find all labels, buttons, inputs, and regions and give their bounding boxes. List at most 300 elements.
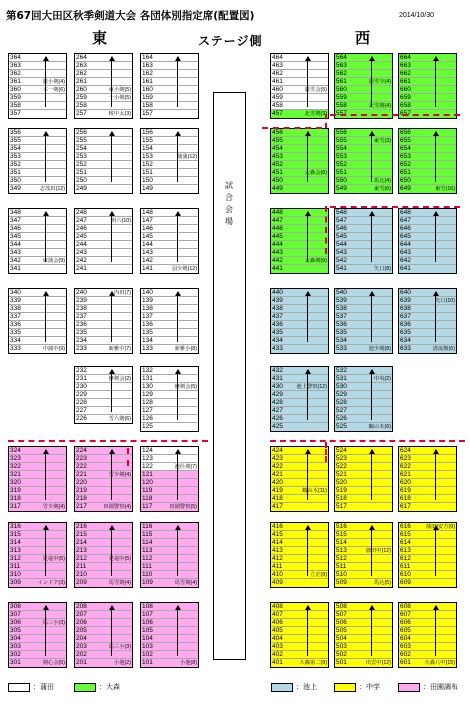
seat-row: [335, 217, 392, 225]
seat-number: 635: [400, 329, 411, 336]
seat-number: 659: [400, 94, 411, 101]
seat-number: 602: [400, 651, 411, 658]
boundary-line: [262, 127, 322, 129]
seat-block: [270, 208, 329, 274]
seat-block: [140, 128, 199, 194]
team-label: 清流館(6): [432, 346, 455, 352]
seat-block: [334, 208, 393, 274]
seat-number: 532: [336, 367, 347, 374]
seat-number: 454: [272, 145, 283, 152]
seat-row: [271, 78, 328, 86]
seat-row: [9, 447, 66, 455]
seat-number: 603: [400, 643, 411, 650]
seat-row: [335, 611, 392, 619]
seat-row: [75, 367, 132, 375]
aisle-arrow-icon: [371, 526, 372, 576]
seat-number: 213: [76, 547, 87, 554]
seat-number: 260: [76, 86, 87, 93]
seat-number: 147: [142, 217, 153, 224]
seat-number: 664: [400, 54, 411, 61]
seat-row: [399, 563, 456, 571]
seat-number: 302: [10, 651, 21, 658]
seat-row: [9, 265, 66, 273]
seat-row: [9, 289, 66, 297]
seat-row: [335, 603, 392, 611]
seat-number: 552: [336, 161, 347, 168]
seat-row: [271, 643, 328, 651]
seat-row: [271, 523, 328, 531]
seat-number: 649: [400, 185, 411, 192]
seat-number: 601: [400, 659, 411, 666]
seat-number: 360: [10, 86, 21, 93]
seat-row: [75, 305, 132, 313]
aisle-arrow-icon: [177, 370, 178, 420]
seat-row: [141, 345, 198, 353]
seat-number: 135: [142, 329, 153, 336]
seat-row: [399, 471, 456, 479]
seat-number: 420: [272, 479, 283, 486]
seat-number: 354: [10, 145, 21, 152]
seat-number: 143: [142, 249, 153, 256]
seat-number: 425: [272, 423, 283, 430]
seat-number: 363: [10, 62, 21, 69]
seat-number: 623: [400, 455, 411, 462]
seat-number: 314: [10, 539, 21, 546]
seat-number: 158: [142, 102, 153, 109]
seat-row: [141, 643, 198, 651]
seat-number: 250: [76, 177, 87, 184]
seat-block: [334, 128, 393, 194]
seat-number: 101: [142, 659, 153, 666]
seat-row: [271, 463, 328, 471]
seat-number: 333: [10, 345, 21, 352]
seat-number: 621: [400, 471, 411, 478]
seat-row: [141, 523, 198, 531]
aisle-arrow-icon: [371, 370, 372, 420]
seat-row: [271, 86, 328, 94]
seat-number: 444: [272, 241, 283, 248]
seat-row: [335, 619, 392, 627]
seat-row: [75, 209, 132, 217]
seat-row: [9, 471, 66, 479]
seat-block: [140, 288, 199, 354]
team-label: 矢口(10): [434, 297, 455, 304]
seat-row: [399, 571, 456, 579]
page-title: 第67回大田区秋季剣道大会 各団体別指定席(配置図): [6, 10, 255, 22]
team-label: 桜中太(3): [108, 111, 131, 117]
seat-number: 210: [76, 571, 87, 578]
seat-row: [335, 249, 392, 257]
seat-row: [335, 233, 392, 241]
seat-row: [271, 611, 328, 619]
seat-row: [141, 415, 198, 423]
seat-row: [75, 145, 132, 153]
seat-row: [75, 547, 132, 555]
seat-row: [75, 217, 132, 225]
seat-block: [398, 602, 457, 668]
aisle-arrow-icon: [307, 606, 308, 656]
seat-row: [75, 611, 132, 619]
legend-item: ：大森: [74, 682, 120, 692]
aisle-arrow-icon: [45, 526, 46, 576]
seat-row: [141, 611, 198, 619]
seat-row: [399, 62, 456, 70]
seat-row: [9, 635, 66, 643]
seat-row: [9, 233, 66, 241]
seat-number: 533: [336, 345, 347, 352]
seat-row: [9, 539, 66, 547]
seat-number: 226: [76, 415, 87, 422]
seat-number: 558: [336, 102, 347, 109]
seat-number: 105: [142, 627, 153, 634]
seat-number: 264: [76, 54, 87, 61]
seat-number: 130: [142, 383, 153, 390]
seat-number: 351: [10, 169, 21, 176]
seat-row: [399, 233, 456, 241]
seat-number: 102: [142, 651, 153, 658]
seat-row: [75, 487, 132, 495]
seat-row: [75, 503, 132, 511]
seat-number: 521: [336, 471, 347, 478]
seat-number: 208: [76, 603, 87, 610]
seat-number: 606: [400, 619, 411, 626]
aisle-arrow-icon: [435, 212, 436, 262]
boundary-line: [8, 440, 208, 442]
seat-number: 120: [142, 479, 153, 486]
seat-number: 222: [76, 463, 87, 470]
seat-row: [335, 627, 392, 635]
seat-row: [399, 503, 456, 511]
team-label: 中央(2): [373, 375, 391, 382]
seat-row: [9, 94, 66, 102]
seat-row: [271, 659, 328, 667]
seat-block: [398, 288, 457, 354]
seat-block: [74, 53, 133, 119]
seat-number: 622: [400, 463, 411, 470]
seat-number: 406: [272, 619, 283, 626]
seat-row: [335, 503, 392, 511]
seat-row: [271, 367, 328, 375]
team-label: 大森第二(9): [299, 660, 327, 666]
seat-row: [271, 471, 328, 479]
seat-row: [399, 209, 456, 217]
seat-row: [271, 102, 328, 110]
seat-row: [141, 161, 198, 169]
seat-block: [74, 366, 133, 424]
team-label: 出雲中(12): [365, 660, 391, 666]
seat-number: 459: [272, 94, 283, 101]
boundary-line: [325, 442, 327, 462]
team-label: 剣心会(5): [42, 660, 65, 666]
seat-row: [399, 635, 456, 643]
seat-row: [9, 455, 66, 463]
seat-row: [335, 329, 392, 337]
seat-row: [335, 94, 392, 102]
seat-row: [399, 241, 456, 249]
seat-number: 620: [400, 479, 411, 486]
seat-row: [271, 563, 328, 571]
seat-row: [271, 383, 328, 391]
team-label: 大森剣(9): [304, 257, 327, 264]
team-label: 明六(10): [110, 217, 131, 224]
aisle-arrow-icon: [307, 212, 308, 262]
seat-block: [74, 446, 133, 512]
seat-row: [9, 102, 66, 110]
seat-row: [399, 313, 456, 321]
seat-row: [75, 289, 132, 297]
seat-number: 110: [142, 571, 153, 578]
seat-number: 463: [272, 62, 283, 69]
seat-number: 654: [400, 145, 411, 152]
seat-number: 617: [400, 503, 411, 510]
seat-row: [9, 137, 66, 145]
seat-row: [141, 487, 198, 495]
seat-number: 236: [76, 321, 87, 328]
seat-number: 435: [272, 329, 283, 336]
seat-row: [399, 145, 456, 153]
seat-number: 212: [76, 555, 87, 562]
seat-row: [335, 651, 392, 659]
seat-number: 106: [142, 619, 153, 626]
seat-row: [271, 455, 328, 463]
seat-row: [399, 487, 456, 495]
seat-number: 461: [272, 78, 283, 85]
seat-row: [75, 659, 132, 667]
seat-block: [74, 288, 133, 354]
seat-row: [399, 257, 456, 265]
seat-number: 145: [142, 233, 153, 240]
seat-row: [9, 257, 66, 265]
team-label: 矢口(8): [373, 266, 391, 272]
seat-number: 241: [76, 265, 87, 272]
seat-number: 441: [272, 265, 283, 272]
seat-row: [141, 102, 198, 110]
seat-row: [335, 145, 392, 153]
seat-number: 339: [10, 297, 21, 304]
seat-row: [9, 531, 66, 539]
seat-row: [75, 185, 132, 193]
seat-number: 645: [400, 233, 411, 240]
seat-row: [9, 249, 66, 257]
seat-number: 535: [336, 329, 347, 336]
seat-row: [75, 265, 132, 273]
seat-number: 660: [400, 86, 411, 93]
aisle-arrow-icon: [177, 212, 178, 262]
seat-number: 338: [10, 305, 21, 312]
seat-row: [271, 321, 328, 329]
seat-number: 424: [272, 447, 283, 454]
seat-row: [9, 643, 66, 651]
seat-row: [9, 313, 66, 321]
seat-row: [335, 129, 392, 137]
seat-number: 658: [400, 102, 411, 109]
seat-row: [335, 391, 392, 399]
legend-item: ：中学: [334, 682, 380, 692]
team-label: 東雪(6): [373, 186, 391, 192]
aisle-arrow-icon: [45, 450, 46, 500]
seat-number: 324: [10, 447, 21, 454]
seat-row: [335, 313, 392, 321]
seat-number: 553: [336, 153, 347, 160]
aisle-arrow-icon: [307, 292, 308, 342]
team-label: 池仕剣(7): [174, 463, 197, 470]
seat-row: [141, 86, 198, 94]
seat-number: 549: [336, 185, 347, 192]
seat-number: 506: [336, 619, 347, 626]
seat-number: 118: [142, 495, 153, 502]
seat-row: [271, 110, 328, 118]
team-label: 蒲蒲(12): [176, 153, 197, 160]
aisle-arrow-icon: [111, 212, 112, 262]
team-label: 池少剣(8): [368, 346, 391, 352]
seat-row: [399, 217, 456, 225]
aisle-arrow-icon: [371, 606, 372, 656]
seat-number: 304: [10, 635, 21, 642]
seat-row: [75, 495, 132, 503]
seat-number: 523: [336, 455, 347, 462]
seat-row: [141, 217, 198, 225]
seat-number: 643: [400, 249, 411, 256]
seat-number: 641: [400, 265, 411, 272]
seat-number: 211: [76, 563, 87, 570]
seat-number: 127: [142, 407, 153, 414]
seat-number: 240: [76, 289, 87, 296]
seat-number: 151: [142, 169, 153, 176]
team-label: 志茂田(12): [39, 186, 65, 192]
seat-number: 428: [272, 399, 283, 406]
seat-row: [9, 145, 66, 153]
seat-number: 113: [142, 547, 153, 554]
seat-number: 132: [142, 367, 153, 374]
seat-number: 402: [272, 651, 283, 658]
seat-row: [141, 169, 198, 177]
seat-number: 340: [10, 289, 21, 296]
team-label: 中蒲中(9): [42, 346, 65, 352]
seat-row: [399, 579, 456, 587]
seat-row: [399, 627, 456, 635]
seat-row: [9, 321, 66, 329]
seat-row: [141, 555, 198, 563]
seat-row: [75, 337, 132, 345]
seat-row: [75, 399, 132, 407]
seat-number: 254: [76, 145, 87, 152]
seat-row: [141, 375, 198, 383]
seat-number: 504: [336, 635, 347, 642]
seat-block: [398, 128, 457, 194]
seat-number: 218: [76, 495, 87, 502]
seat-number: 440: [272, 289, 283, 296]
seat-row: [335, 185, 392, 193]
seat-number: 201: [76, 659, 87, 666]
team-label: 大森八中(15): [424, 660, 455, 666]
team-label: 新雅中(7): [108, 346, 131, 352]
aisle-arrow-icon: [435, 292, 436, 342]
seat-number: 350: [10, 177, 21, 184]
seat-number: 408: [272, 603, 283, 610]
seat-number: 607: [400, 611, 411, 618]
seat-row: [335, 86, 392, 94]
seat-row: [335, 305, 392, 313]
seat-number: 448: [272, 209, 283, 216]
west-label: 西: [355, 29, 371, 47]
seat-number: 525: [336, 423, 347, 430]
team-label: 東雪(3): [373, 137, 391, 144]
seat-row: [399, 463, 456, 471]
seat-number: 263: [76, 62, 87, 69]
seat-row: [141, 137, 198, 145]
seat-row: [9, 169, 66, 177]
seat-number: 305: [10, 627, 21, 634]
seat-row: [141, 241, 198, 249]
seat-row: [9, 297, 66, 305]
seat-row: [75, 579, 132, 587]
seat-number: 146: [142, 225, 153, 232]
seat-row: [75, 102, 132, 110]
seat-row: [141, 321, 198, 329]
seat-row: [271, 407, 328, 415]
seat-number: 121: [142, 471, 153, 478]
seat-row: [9, 503, 66, 511]
seat-number: 161: [142, 78, 153, 85]
aisle-arrow-icon: [371, 292, 372, 342]
seat-number: 462: [272, 70, 283, 77]
seat-row: [399, 531, 456, 539]
boundary-line: [330, 114, 460, 116]
stage-area: [213, 92, 246, 660]
seat-block: [270, 128, 329, 194]
seat-row: [335, 383, 392, 391]
seat-row: [271, 209, 328, 217]
seat-number: 316: [10, 523, 21, 530]
seat-number: 456: [272, 129, 283, 136]
seat-number: 228: [76, 399, 87, 406]
boundary-line: [270, 440, 465, 442]
seat-row: [141, 54, 198, 62]
seat-row: [9, 479, 66, 487]
seat-row: [335, 321, 392, 329]
seat-row: [271, 503, 328, 511]
seat-row: [335, 297, 392, 305]
seat-number: 217: [76, 503, 87, 510]
seat-row: [75, 651, 132, 659]
seat-number: 536: [336, 321, 347, 328]
seat-row: [271, 337, 328, 345]
seat-block: [8, 288, 67, 354]
seat-row: [75, 161, 132, 169]
seat-row: [9, 161, 66, 169]
seat-row: [399, 94, 456, 102]
seat-block: [8, 602, 67, 668]
seat-row: [141, 447, 198, 455]
seat-row: [141, 619, 198, 627]
seat-row: [141, 233, 198, 241]
seat-number: 417: [272, 503, 283, 510]
seat-number: 262: [76, 70, 87, 77]
seat-row: [399, 70, 456, 78]
seat-number: 203: [76, 643, 87, 650]
seat-row: [271, 153, 328, 161]
seat-number: 530: [336, 383, 347, 390]
seat-block: [8, 53, 67, 119]
aisle-arrow-icon: [177, 526, 178, 576]
seat-row: [335, 447, 392, 455]
seat-number: 421: [272, 471, 283, 478]
seat-number: 313: [10, 547, 21, 554]
team-label: 修剣会(5): [174, 383, 197, 390]
team-label: 蒲田中(12): [365, 547, 391, 554]
seat-row: [141, 185, 198, 193]
seat-row: [75, 345, 132, 353]
